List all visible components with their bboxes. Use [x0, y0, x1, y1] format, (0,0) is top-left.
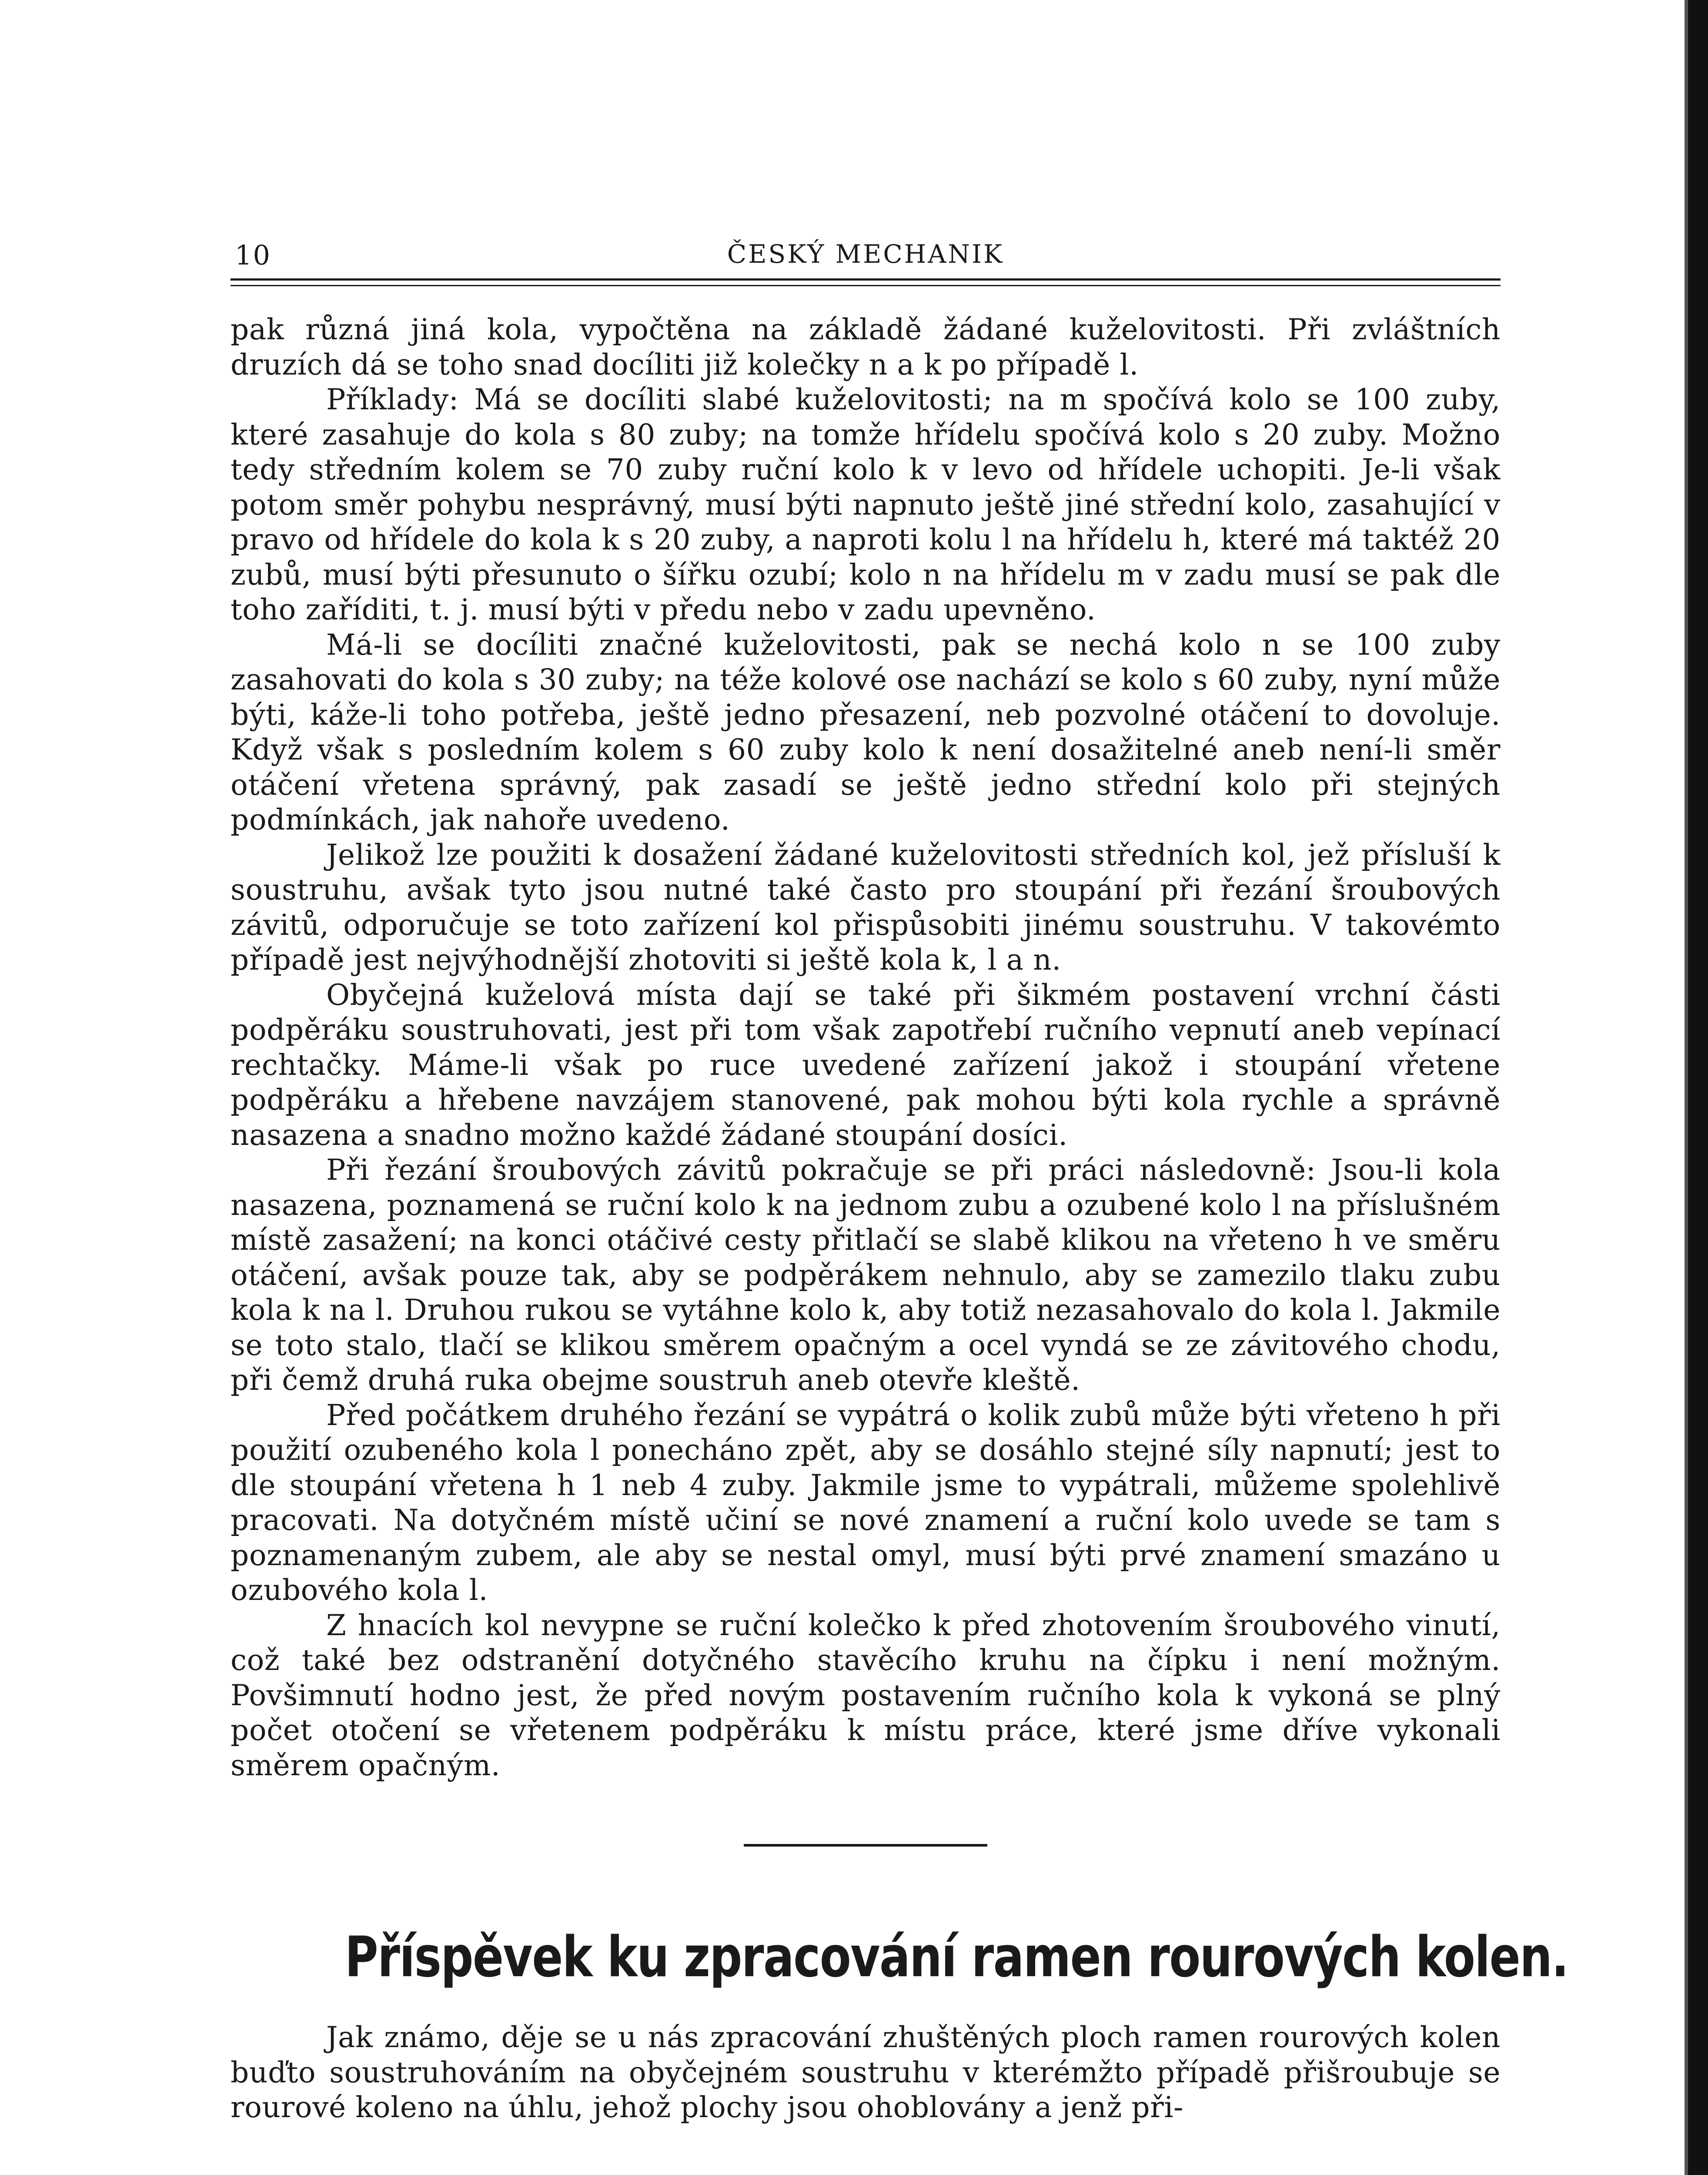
page — [231, 231, 1568, 2125]
paragraph: Jelikož lze použiti k dosažení žádané kuželovitosti středních kol, jež přísluší k soustruhu, avšak tyto jsou nutné také často pro stoupání při řezání šroubových závitů, odporučuje se toto zařízení kol přispůsobiti jinému soustruhu. V takovémto případě jest nejvýhodnější zhotoviti si ještě kola k, l a n. — [231, 838, 1501, 977]
continued-article-body — [231, 312, 1501, 1783]
article-title: Příspěvek ku zpracování ramen rourových kolen. — [344, 1925, 1568, 1990]
paragraph: Před počátkem druhého řezání se vypátrá o kolik zubů může býti vřeteno h při použití ozubeného kola l ponecháno zpět, aby se dosáhlo stejné síly napnutí; jest to dle stoupání vřetena h 1 neb 4 zuby. Jakmile jsme to vypátrali, můžeme spolehlivě pracovati. Na dotyčném místě učiní se nové znamení a ruční kolo uvede se tam s poznamenaným zubem, ale aby se nestal omyl, musí býti prvé znamení smazáno u ozubového kola l. — [231, 1398, 1501, 1607]
article-body — [231, 2020, 1501, 2125]
paragraph: Příklady: Má se docíliti slabé kuželovitosti; na m spočívá kolo se 100 zuby, které zasahuje do kola s 80 zuby; na tomže hřídelu spočívá kolo s 20 zuby. Možno tedy středním kolem se 70 zuby ruční kolo k v levo od hřídele uchopiti. Je-li však potom směr pohybu nesprávný, musí býti napnuto ještě jiné střední kolo, zasahující v pravo od hřídele do kola k s 20 zuby, a naproti kolu l na hřídelu h, které má taktéž 20 zubů, musí býti přesunuto o šířku ozubí; kolo n na hřídelu m v zadu musí se pak dle toho zaříditi, t. j. musí býti v předu nebo v zadu upevněno. — [231, 383, 1501, 626]
scan-border-shadow — [1685, 0, 1688, 2175]
header-rule — [231, 278, 1501, 286]
page-number: 10 — [235, 239, 271, 271]
scan-border — [1688, 0, 1708, 2175]
paragraph: Z hnacích kol nevypne se ruční kolečko k před zhotovením šroubového vinutí, což také bez odstranění dotyčného stavěcího kruhu na čípku i není možným. Povšimnutí hodno jest, že před novým postavením ručního kola k vykoná se plný počet otočení se vřetenem podpěráku k místu práce, které jsme dříve vykonali směrem opačným. — [231, 1608, 1501, 1782]
journal-title: ČESKÝ MECHANIK — [727, 239, 1004, 269]
paragraph: pak různá jiná kola, vypočtěna na základě žádané kuželovitosti. Při zvláštních druzích dá se toho snad docíliti již kolečky n a k po případě l. — [231, 313, 1501, 381]
running-head — [231, 231, 1501, 278]
paragraph: Obyčejná kuželová místa dají se také při šikmém postavení vrchní části podpěráku soustruhovati, jest při tom však zapotřebí ručního vepnutí aneb vepínací rechtačky. Máme-li však po ruce uvedené zařízení jakož i stoupání vřetene podpěráku a hřebene navzájem stanovené, pak mohou býti kola rychle a správně nasazena a snadno možno každé žádané stoupání dosíci. — [231, 978, 1501, 1152]
paragraph: Při řezání šroubových závitů pokračuje se při práci následovně: Jsou-li kola nasazena, poznamená se ruční kolo k na jednom zubu a ozubené kolo l na příslušném místě zasažení; na konci otáčivé cesty přitlačí se slabě klikou na vřeteno h ve směru otáčení, avšak pouze tak, aby se podpěrákem nehnulo, aby se zamezilo tlaku zubu kola k na l. Druhou rukou se vytáhne kolo k, aby totiž nezasahovalo do kola l. Jakmile se toto stalo, tlačí se klikou směrem opačným a ocel vyndá se ze závitového chodu, při čemž druhá ruka obejme soustruh aneb otevře kleště. — [231, 1153, 1501, 1397]
section-separator — [744, 1844, 987, 1847]
paragraph: Má-li se docíliti značné kuželovitosti, pak se nechá kolo n se 100 zuby zasahovati do kola s 30 zuby; na téže kolové ose nachází se kolo s 60 zuby, nyní může býti, káže-li toho potřeba, ještě jedno přesazení, neb pozvolné otáčení to dovoluje. Když však s posledním kolem s 60 zuby kolo k není dosažitelné aneb není-li směr otáčení vřetena správný, pak zasadí se ještě jedno střední kolo při stejných podmínkách, jak nahoře uvedeno. — [231, 628, 1501, 837]
paragraph: Jak známo, děje se u nás zpracování zhuštěných ploch ramen rourových kolen buďto soustruhováním na obyčejném soustruhu v kterémžto případě přišroubuje se rourové koleno na úhlu, jehož plochy jsou ohoblovány a jenž při- — [231, 2021, 1501, 2124]
